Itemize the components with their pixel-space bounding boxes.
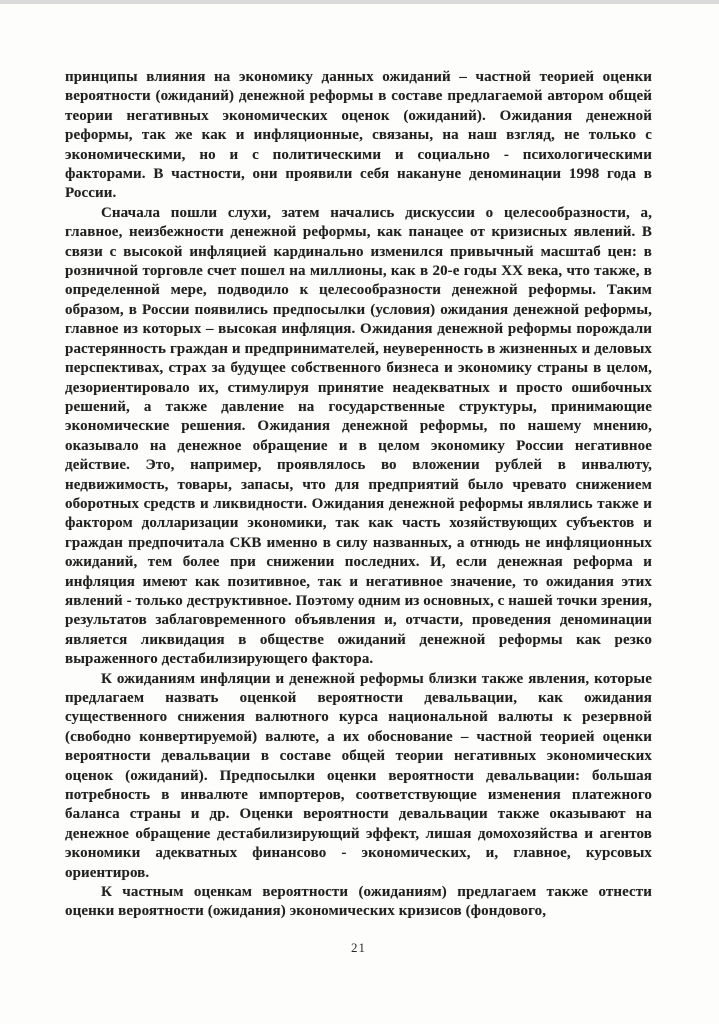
page-number: 21: [351, 940, 366, 955]
page-text-block: [65, 68, 652, 938]
paragraph: Сначала пошли слухи, затем начались дискуссии о целесообразности, а, главное, неизбежности денежной реформы, как панацее от кризисных явлений. В связи с высокой инфляцией кардинально изменился привычный масштаб цен: в розничной торговле счет пошел на миллионы, как в 20-е годы XX века, что также, в определенной мере, подводило к целесообразности денежной реформы. Таким образом, в России появились предпосылки (условия) ожидания денежной реформы, главное из которых – высокая инфляция. Ожидания денежной реформы порождали растерянность граждан и предпринимателей, неуверенность в жизненных и деловых перспективах, страх за будущее собственного бизнеса и экономику страны в целом, дезориентировало их, стимулируя принятие неадекватных и просто ошибочных решений, а также давление на государственные структуры, принимающие экономические решения. Ожидания денежной реформы, по нашему мнению, оказывало на денежное обращение и в целом экономику России негативное действие. Это, например, проявлялось во вложении рублей в инвалюту, недвижимость, товары, запасы, что для предприятий было чревато снижением оборотных средств и ликвидности. Ожидания денежной реформы являлись также и фактором долларизации экономики, так как часть хозяйствующих субъектов и граждан предпочитала СКВ именно в силу названных, а отнюдь не инфляционных ожиданий, тем более при снижении последних. И, если денежная реформа и инфляция имеют как позитивное, так и негативное значение, то ожидания этих явлений - только деструктивное. Поэтому одним из основных, с нашей точки зрения, результатов заблаговременного объявления и, отчасти, проведения деноминации является ликвидация в обществе ожиданий денежной реформы как резко выраженного дестабилизирующего фактора.: [65, 204, 652, 668]
paragraph-continuation: принципы влияния на экономику данных ожиданий – частной теорией оценки вероятности (ожиданий) денежной реформы в составе предлагаемой автором общей теории негативных экономических оценок (ожиданий). Ожидания денежной реформы, так же как и инфляционные, связаны, на наш взгляд, не только с экономическими, но и с политическими и социально - психологическими факторами. В частности, они проявили себя накануне деноминации 1998 года в России.: [65, 69, 652, 202]
scan-edge: [0, 0, 719, 4]
paragraph: К ожиданиям инфляции и денежной реформы близки также явления, которые предлагаем назвать оценкой вероятности девальвации, как ожидания существенного снижения валютного курса национальной валюты к резервной (свободно конвертируемой) валюте, а их обоснование – частной теорией оценки вероятности девальвации в составе общей теории негативных экономических оценок (ожиданий). Предпосылки оценки вероятности девальвации: большая потребность в инвалюте импортеров, соответствующие изменения платежного баланса страны и др. Оценки вероятности девальвации также оказывают на денежное обращение дестабилизирующий эффект, лишая домохозяйства и агентов экономики адекватных финансово - экономических, и, главное, курсовых ориентиров.: [65, 670, 652, 881]
paragraph: К частным оценкам вероятности (ожиданиям) предлагаем также отнести оценки вероятности (ожидания) экономических кризисов (фондового,: [65, 884, 652, 920]
